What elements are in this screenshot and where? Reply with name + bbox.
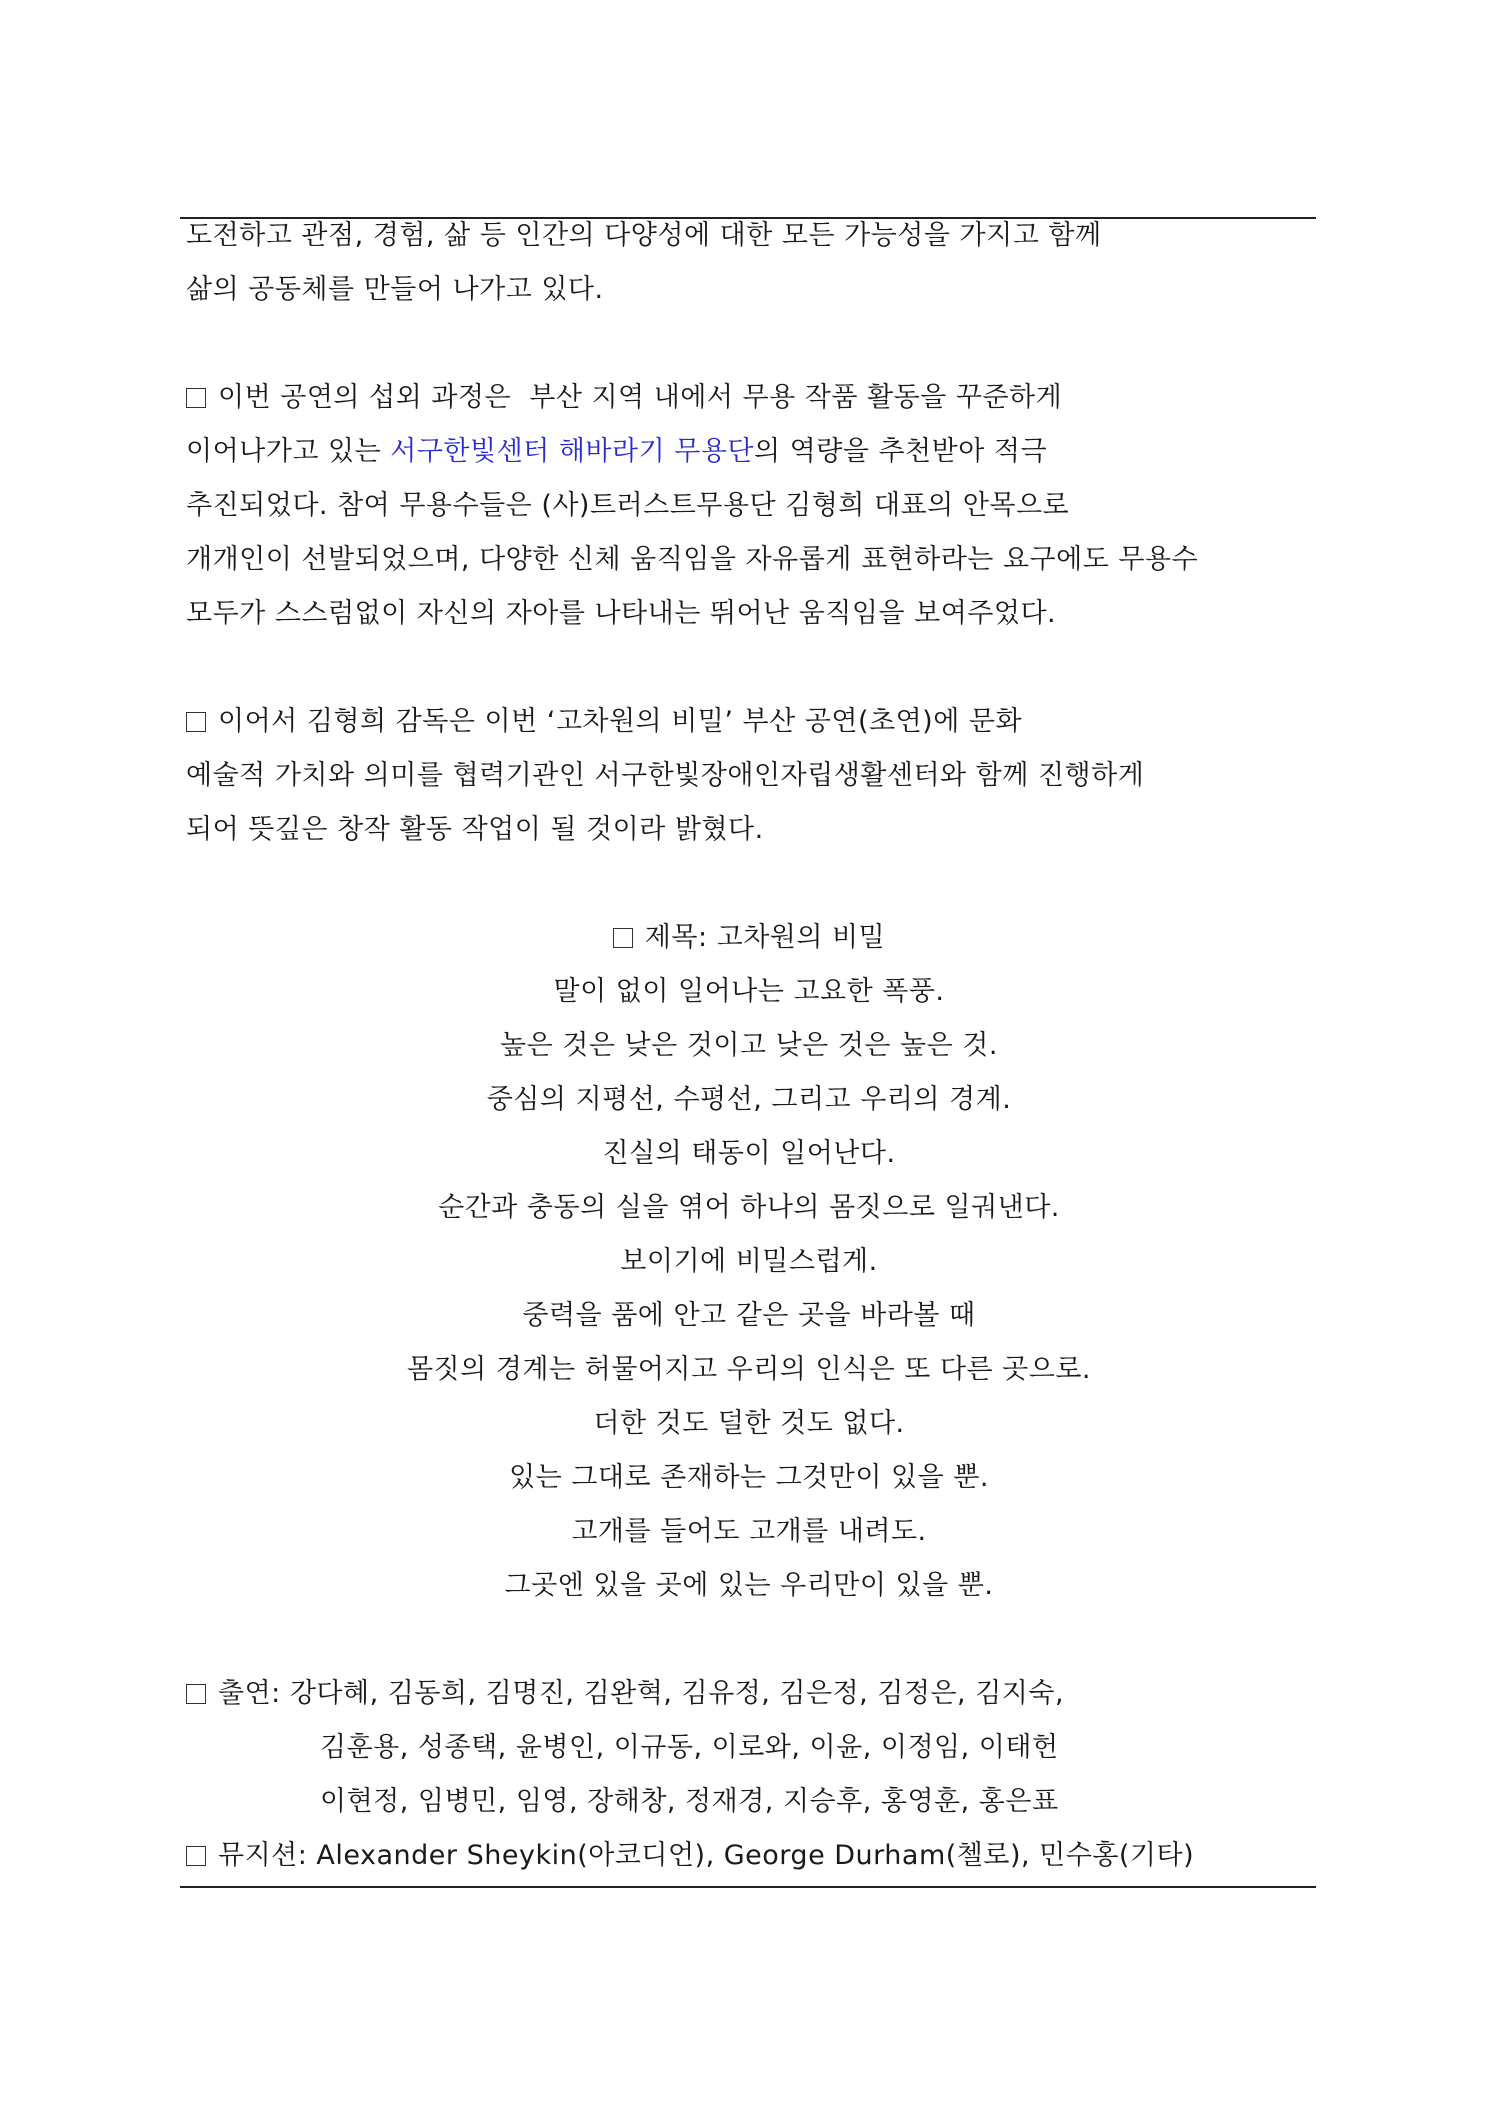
musicians-line-text: 뮤지션: Alexander Sheykin(아코디언), George Durham(첼로), 민수홍(기타): [218, 1840, 1195, 1871]
checkbox-bullet-icon: [186, 1684, 206, 1704]
poem-line: 보이기에 비밀스럽게.: [620, 1246, 878, 1277]
checkbox-bullet-icon: [186, 712, 206, 732]
paragraph-3-line-2: 예술적 가치와 의미를 협력기관인 서구한빛장애인자립생활센터와 함께 진행하게: [186, 760, 1145, 791]
poem-line: 말이 없이 일어나는 고요한 폭풍.: [553, 976, 945, 1007]
poem-line: 높은 것은 낮은 것이고 낮은 것은 높은 것.: [500, 1030, 998, 1061]
paragraph-2-line-2-start: 이어나가고 있는: [186, 436, 391, 467]
paragraph-3-line-1: [186, 704, 1022, 740]
poem-line: 중력을 품에 안고 같은 곳을 바라볼 때: [522, 1300, 976, 1331]
checkbox-bullet-icon: [186, 1846, 206, 1866]
paragraph-1-line-2: 삶의 공동체를 만들어 나가고 있다.: [186, 274, 604, 305]
poem-line: 순간과 충동의 실을 엮어 하나의 몸짓으로 일궈낸다.: [438, 1192, 1060, 1223]
paragraph-2-line-4: 개개인이 선발되었으며, 다양한 신체 움직임을 자유롭게 표현하라는 요구에도 무용수: [186, 544, 1199, 575]
musicians-line: [186, 1838, 1194, 1874]
paragraph-1-line-1: 도전하고 관점, 경험, 삶 등 인간의 다양성에 대한 모든 가능성을 가지고 함께: [186, 220, 1102, 251]
poem-line: 중심의 지평선, 수평선, 그리고 우리의 경계.: [486, 1084, 1012, 1115]
cast-line-3: 이현정, 임병민, 임영, 장해창, 정재경, 지승후, 홍영훈, 홍은표: [320, 1786, 1059, 1817]
poem-title: [0, 920, 1488, 956]
poem-line: 고개를 들어도 고개를 내려도.: [571, 1516, 927, 1547]
paragraph-2-line-2: [186, 434, 1047, 470]
paragraph-2-line-5: 모두가 스스럼없이 자신의 자아를 나타내는 뛰어난 움직임을 보여주었다.: [186, 598, 1057, 629]
paragraph-2-line-3: 추진되었다. 참여 무용수들은 (사)트러스트무용단 김형희 대표의 안목으로: [186, 490, 1070, 521]
poem-title-text: 제목: 고차원의 비밀: [644, 922, 886, 953]
cast-line-2: 김훈용, 성종택, 윤병인, 이규동, 이로와, 이윤, 이정임, 이태헌: [320, 1732, 1059, 1763]
checkbox-bullet-icon: [613, 928, 633, 948]
paragraph-3-line-1-text: 이어서 김형희 감독은 이번 ‘고차원의 비밀’ 부산 공연(초연)에 문화: [218, 706, 1023, 737]
poem-line: 있는 그대로 존재하는 그것만이 있을 뿐.: [509, 1462, 989, 1493]
paragraph-2-line-1-text: 이번 공연의 섭외 과정은 부산 지역 내에서 무용 작품 활동을 꾸준하게: [218, 382, 1063, 413]
checkbox-bullet-icon: [186, 388, 206, 408]
paragraph-2-line-2-end: 의 역량을 추천받아 적극: [753, 436, 1048, 467]
poem-line: 더한 것도 덜한 것도 없다.: [593, 1408, 905, 1439]
poem-line: 몸짓의 경계는 허물어지고 우리의 인식은 또 다른 곳으로.: [406, 1354, 1092, 1385]
cast-line-1: [186, 1676, 1064, 1712]
highlighted-organization-name: 서구한빛센터 해바라기 무용단: [390, 436, 754, 467]
bottom-rule: [180, 1886, 1316, 1888]
paragraph-3-line-3: 되어 뜻깊은 창작 활동 작업이 될 것이라 밝혔다.: [186, 814, 764, 845]
poem-line: 진실의 태동이 일어난다.: [602, 1138, 896, 1169]
cast-line-1-text: 출연: 강다혜, 김동희, 김명진, 김완혁, 김유정, 김은정, 김정은, 김지숙,: [218, 1678, 1065, 1709]
paragraph-2-line-1: [186, 380, 1062, 416]
poem-line: 그곳엔 있을 곳에 있는 우리만이 있을 뿐.: [504, 1570, 994, 1601]
